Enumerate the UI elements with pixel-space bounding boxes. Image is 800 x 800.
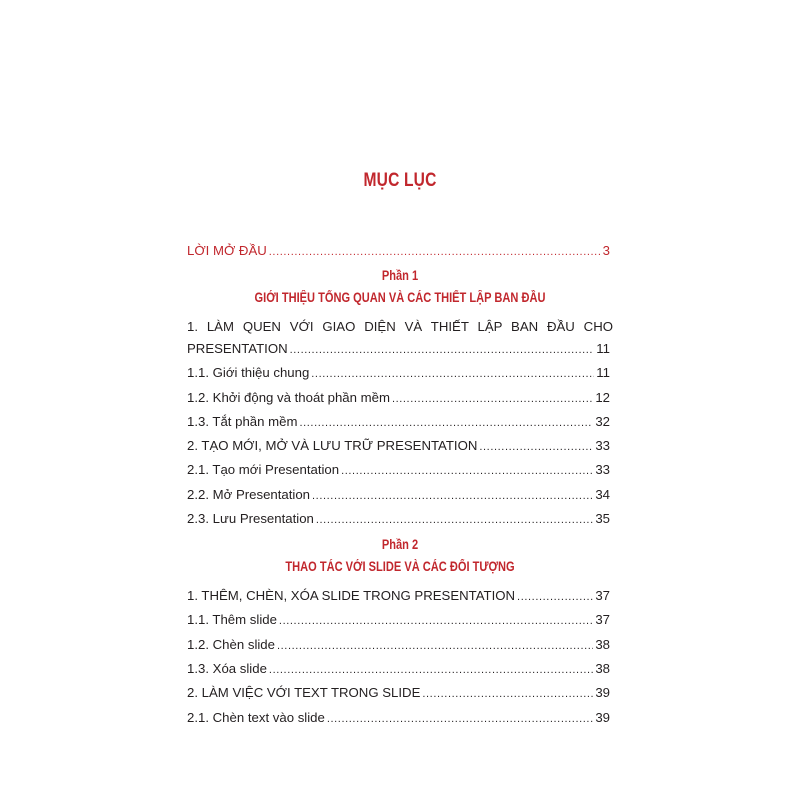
toc-entry-label: PRESENTATION [187, 341, 288, 356]
dot-leader [299, 414, 593, 428]
toc-entry-preface[interactable] [187, 243, 610, 259]
toc-entry-page: 33 [595, 438, 610, 453]
toc-entry-label: 1. THÊM, CHÈN, XÓA SLIDE TRONG PRESENTATION [187, 588, 516, 603]
toc-entry-label: 2.2. Mở Presentation [187, 487, 311, 502]
toc-entry-label: 1.3. Xóa slide [187, 661, 267, 676]
dot-leader [269, 243, 601, 257]
toc-entry-label: 2.1. Tạo mới Presentation [187, 462, 340, 477]
toc-entry-page: 39 [595, 710, 610, 725]
toc-entry-page: 38 [595, 637, 610, 652]
toc-entry-page: 12 [595, 390, 610, 405]
page-title: MỤC LỤC [363, 170, 437, 191]
toc-entry-page: 37 [595, 612, 610, 627]
dot-leader [479, 438, 593, 452]
toc-entry-page: 11 [596, 341, 610, 356]
toc-entry-page: 34 [595, 487, 610, 502]
toc-entry-1[interactable] [187, 341, 610, 357]
dot-leader [269, 661, 593, 675]
toc-entry-label: 2.3. Lưu Presentation [187, 511, 314, 526]
dot-leader [316, 511, 593, 525]
dot-leader [279, 612, 593, 626]
toc-entry-label: 1.3. Tắt phần mềm [187, 414, 298, 429]
toc-entry-p2-2[interactable] [187, 685, 610, 701]
toc-entry-label: 2.1. Chèn text vào slide [187, 710, 325, 725]
dot-leader [312, 487, 593, 501]
dot-leader [277, 637, 593, 651]
toc-entry-1-1[interactable] [187, 365, 610, 381]
toc-entry-page: 38 [595, 661, 610, 676]
toc-entry-page: 33 [595, 462, 610, 477]
toc-entry-p2-1[interactable] [187, 588, 610, 604]
toc-entry-label: 1.1. Thêm slide [187, 612, 277, 627]
toc-entry-page: 37 [595, 588, 610, 603]
toc-entry-label: 1.1. Giới thiệu chung [187, 365, 310, 380]
dot-leader [422, 685, 593, 699]
part2-subtitle: THAO TÁC VỚI SLIDE VÀ CÁC ĐỐI TƯỢNG [285, 559, 515, 574]
toc-entry-page: 39 [595, 685, 610, 700]
toc-entry-p2-1-3[interactable] [187, 661, 610, 677]
toc-entry-p2-1-2[interactable] [187, 637, 610, 653]
toc-entry-page: 11 [596, 365, 610, 380]
toc-entry-1-line1[interactable]: 1. LÀM QUEN VỚI GIAO DIỆN VÀ THIẾT LẬP BAN ĐẦU CHO [187, 319, 613, 334]
part1-subtitle: GIỚI THIỆU TỔNG QUAN VÀ CÁC THIẾT LẬP BAN ĐẦU [254, 290, 546, 305]
toc-entry-2-2[interactable] [187, 487, 610, 503]
part2-heading: Phần 2 [381, 537, 419, 552]
toc-entry-label: 1.2. Chèn slide [187, 637, 275, 652]
dot-leader [341, 462, 593, 476]
toc-entry-1-3[interactable] [187, 414, 610, 430]
dot-leader [327, 710, 594, 724]
toc-entry-label: LỜI MỞ ĐẦU [187, 243, 267, 258]
dot-leader [311, 365, 594, 379]
toc-entry-2[interactable] [187, 438, 610, 454]
dot-leader [517, 588, 593, 602]
toc-entry-page: 32 [595, 414, 610, 429]
toc-entry-2-1[interactable] [187, 462, 610, 478]
toc-entry-p2-2-1[interactable] [187, 710, 610, 726]
toc-entry-page: 3 [602, 243, 610, 258]
dot-leader [392, 390, 593, 404]
toc-entry-page: 35 [595, 511, 610, 526]
part1-heading: Phần 1 [381, 268, 419, 283]
toc-entry-label: 2. TẠO MỚI, MỞ VÀ LƯU TRỮ PRESENTATION [187, 438, 478, 453]
toc-entry-label: 1.2. Khởi động và thoát phần mềm [187, 390, 390, 405]
dot-leader [290, 341, 595, 355]
toc-entry-label: 2. LÀM VIỆC VỚI TEXT TRONG SLIDE [187, 685, 421, 700]
toc-entry-2-3[interactable] [187, 511, 610, 527]
toc-entry-1-2[interactable] [187, 390, 610, 406]
toc-entry-p2-1-1[interactable] [187, 612, 610, 628]
